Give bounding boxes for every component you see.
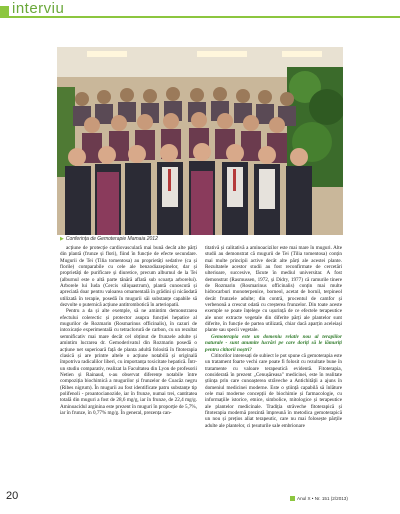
section-header	[0, 0, 400, 26]
article-paragraph: acțiune de protecție cardiovasculară mai bună decât alte părți din plantă (frunze și flori), fiind în funcție de efecte secundare. Mugurii de Tei (Tilia tomentosa) au proprietăți sedative (ca și florile) comparabile cu cele ale benzodiazepinelor, dar și proprietăți de purificare și diuretice, precum alburnul de la Tei (alburnul este o altă parte tânără aflată sub scoarța arborelui). Arborele lui Iuda (Cercis siliquastrum), plantă cunoscută și apreciată doar pentru valoarea ornamentală în grădini și nicăodată utilizată în terapie, posedă în mugurii săi substanțe capabile să dezvolte o puternică acțiune antitrombotică în arteriopatii.	[60, 245, 197, 309]
section-title: interviu	[12, 0, 65, 17]
issue-footer	[290, 496, 348, 501]
page-number: 20	[6, 490, 19, 502]
issue-info: Anul X • Nr. 151 (2/2013)	[297, 496, 348, 501]
footer-square-icon	[290, 496, 295, 501]
article-column-right	[205, 245, 342, 429]
conference-group-photo	[57, 47, 343, 235]
caption-arrow-icon: ▶	[60, 236, 64, 242]
article-paragraph: Cititorilor interesați de subiect le pot spune că gemoterapia este un tratament foarte vechi care poate fi folosit cu rezultate bune în tratamente cu valoare terapeutică evidentă. Fitoterapia, considerată în prezent „Cenușăreasa" medicinei, este în realitate știința prin care cunoașterea străveche a Antichității a ajuns în domeniul medicinei moderne. Este o știință capabilă să înlăture cele mai moderne concepții de biochimie și farmacologie, cu informațiile istorice, etnice, simbolice, mitologice și terapeutice ale plantelor medicinale. Tradiția străveche fitoterapică și fitoterapia modernă prezintă împreună în metodica gemoterapică un nou și prețios aliat terapeutic, care nu mai folosește părțile adulte ale plantelor, ci țesuturile sale embrionare	[205, 352, 342, 429]
photo-caption	[60, 236, 340, 242]
article-paragraph: Pentru a da și alte exemple, să ne amintim demonstrarea efectului colerectic și protector asupra funcției hepatice al mugurilor de Rozmarin (Rosmarinus officinalis), în cazuri de intoxicație experimentală cu tetraclorură de carbon, cu un rezultat semnificativ mai mare decât cel obținut de frunzele adulte și amintim lucrarea dr. Gemoderivatul din Rozmarin posedă o acțiune net superioară față de planta adultă folosită în fitoterapia clasică și are printre altele o acțiune notabilă și originală împotriva radicalilor liberi, cu importanța toxicitate hepatică. Într-un studiu comparativ, realizat la Facultatea din Lyon de profesorii Netien și Rainaud, s-au observat diferențe notabile între compoziția biochimică a mugurilor și frunzelor de Coacăz negru (Ribes nigrum). În mugurii au fost identificate patru substanțe tip polifenoli - proantocianozide, iar în frunze, numai trei, cantitatea totală din muguri a fost de 28,6 mg/g, iar în frunze, de 22,4 mg/g. Aminoacidul arginina este prezent în muguri în proporție de 5,7%, iar în frunze, în 0,77% mg/g. În general, prezența can-	[60, 308, 197, 416]
interview-question: Gemoterapia este un domeniu relativ nou al terapiilor naturale - sunt anumite lucrări pe care doriți să le lămuriți pentru cititorii noștri?	[205, 333, 342, 353]
photo-caption-text: Conferința de Gemoterapie Mamaia 2012	[65, 236, 158, 242]
article-paragraph: titativă și calitativă a aminoacizilor este mai mare în muguri. Alte studii au demonstrat că mugurii de Tei (Tilia tomentosa) conțin mai multe principii active decât alte părți ale acestei plante. Rezultatele acestor studii au fost reconfirmate de cercetări ulterioare, succesive, făcute în mediul universitar. A fost demonstrat (Rasmussen, 1972, și Didry, 1977) că ramurile tinere de Rozmarin (Rosmarinus officinalis) conțin mai multe hidrocarburi monoterpenice, borneol, acetat de bornil, terpineol decât frunzele adulte; din contră, procentul de camfor și verbenonă a crescut odată cu creșterea frunzelor. Din toate aceste exemple se poate înțelege cu ușurință de ce efectele terapeutice ale unor extracte vegetale din diferite părți ale plantelor sunt diferite, în funcție de partea utilizată, chiar dacă aparțin aceleiași plante sau specii vegetale.	[205, 245, 342, 334]
group-photo-illustration	[57, 47, 343, 235]
article-column-left	[60, 245, 197, 416]
